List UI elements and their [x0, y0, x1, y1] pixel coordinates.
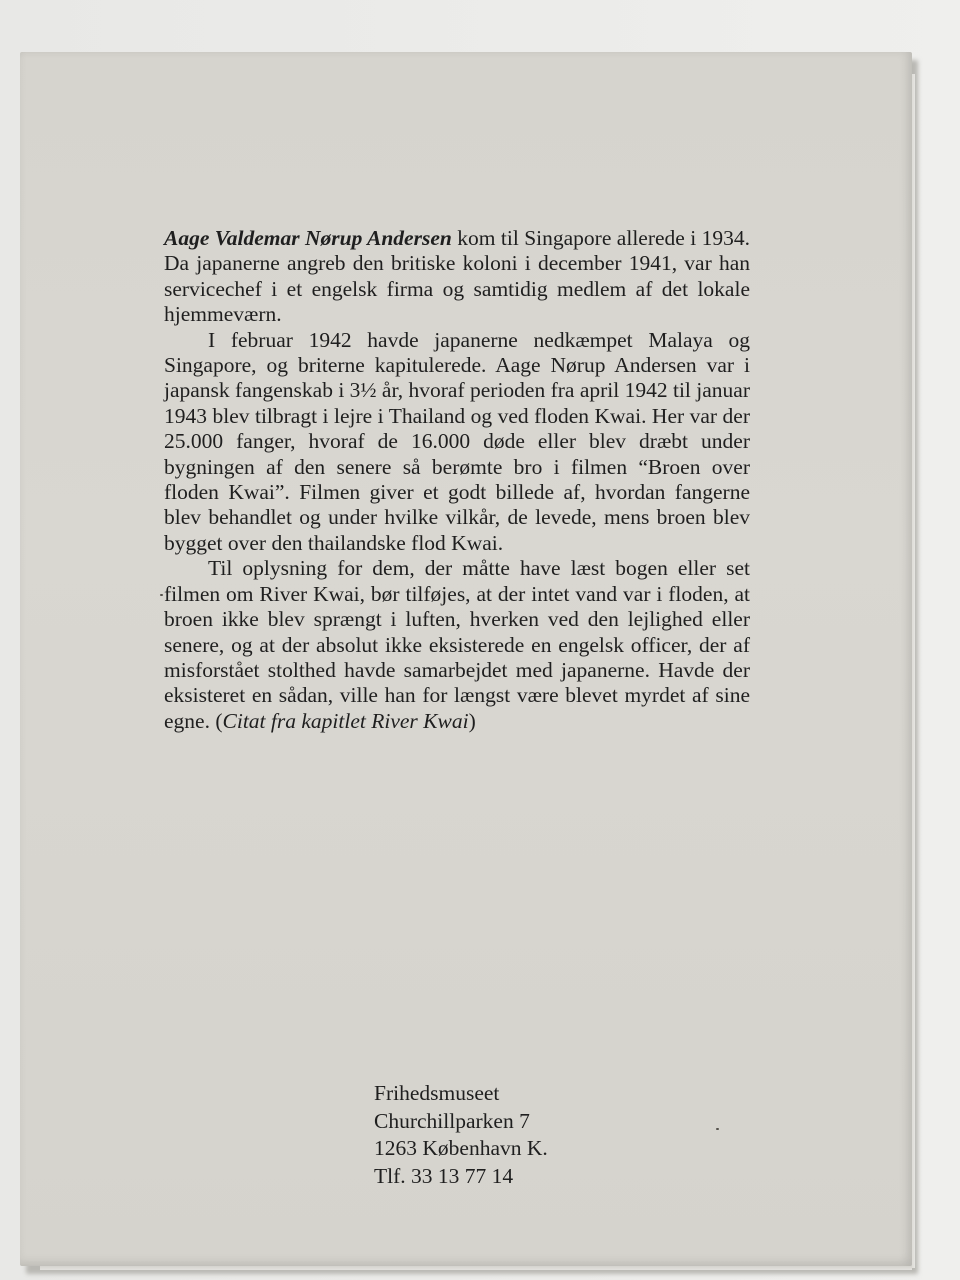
- paragraph-1-text: kom til Singapore allerede i 1934. Da japanerne angreb den britiske koloni i december 1941, var han servicechef i et engelsk firma og samtidig medlem af det lokale hjemmeværn.: [164, 226, 751, 327]
- citation-close-paren: ): [468, 708, 476, 733]
- paper-speck: [716, 1128, 719, 1130]
- author-name: Aage Valdemar Nørup Andersen: [164, 226, 452, 250]
- paper-speck: [160, 594, 163, 596]
- paragraph-3-text: Til oplysning for dem, der måtte have læst bogen eller set filmen om River Kwai, bør tilføjes, at der intet vand var i floden, at broen ikke blev sprængt i luften, hverken ved den lejlighed eller senere, og at der absolut ikke eksisterede en engelsk officer, der af misforstået stolthed havde samarbejdet med japanerne. Havde der eksisteret en sådan, ville han for længst være blevet myrdet af sine egne.: [164, 556, 750, 733]
- address-line-2: Churchillparken 7: [374, 1108, 530, 1133]
- citation-open-paren: (: [215, 708, 223, 733]
- blurb-paragraph-1: [164, 226, 750, 328]
- citation: Citat fra kapitlet River Kwai: [222, 708, 469, 733]
- address-line-3: 1263 København K.: [374, 1136, 548, 1160]
- publisher-address: [374, 1080, 548, 1190]
- blurb-paragraph-2: I februar 1942 havde japanerne nedkæmpet Malaya og Singapore, og briterne kapitulerede. Aage Nørup Andersen var i japansk fangenskab i 3½ år, hvoraf perioden fra april 1942 til januar 1943 blev tilbragt i lejre i Thailand og ved floden Kwai. Her var der 25.000 fanger, hvoraf de 16.000 døde eller blev dræbt under bygningen af den senere så berømte bro i filmen “Broen over floden Kwai”. Filmen giver et godt billede af, hvordan fangerne blev behandlet og under hvilke vilkår, de levede, mens broen blev bygget over den thailandske flod Kwai.: [164, 327, 751, 555]
- address-line-4: Tlf. 33 13 77 14: [374, 1163, 514, 1188]
- address-line-1: Frihedsmuseet: [374, 1081, 500, 1105]
- blurb-text: [164, 226, 750, 734]
- blurb-paragraph-3: [164, 556, 750, 734]
